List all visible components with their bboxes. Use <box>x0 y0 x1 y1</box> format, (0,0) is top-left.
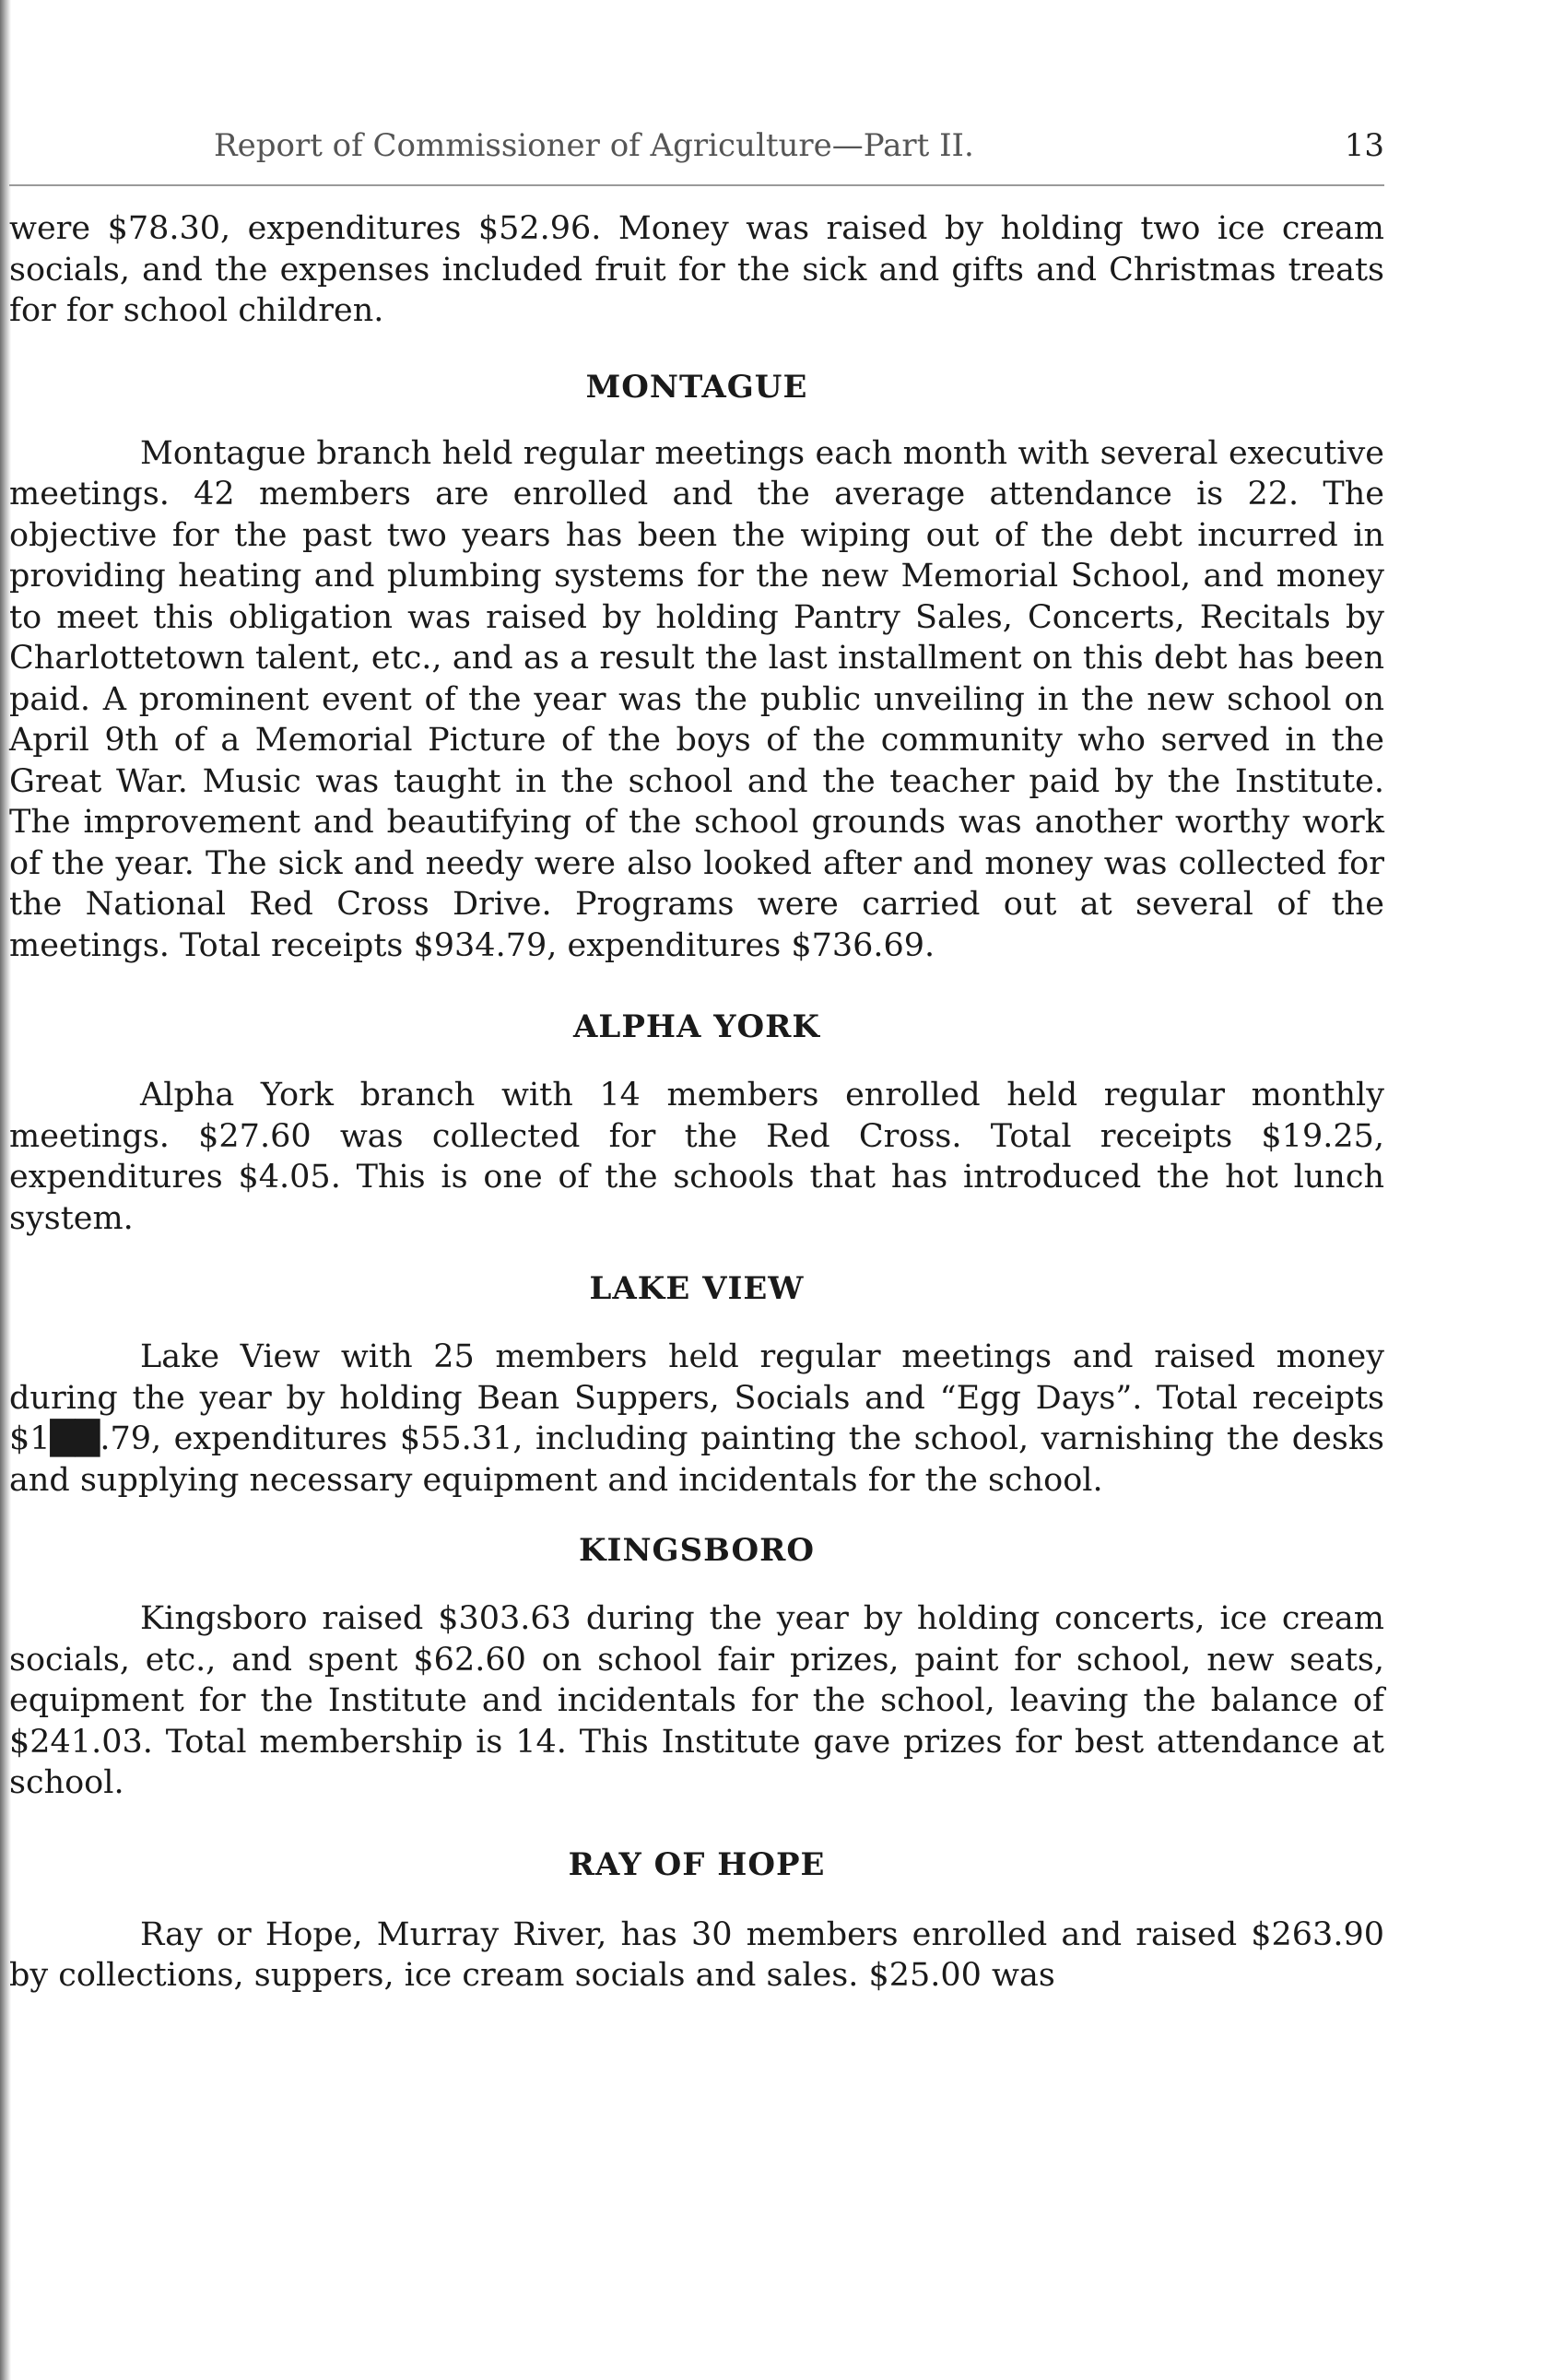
section-body-kingsboro: Kingsboro raised $303.63 during the year by holding concerts, ice cream socials, etc., and spent $62.60 on school fair prizes, paint for school, new seats, equipment for the Institute and incidentals for the school, leaving the balance of $241.03. Total membership is 14. This Institute gave prizes for best attendance at school. <box>9 1600 1384 1801</box>
section-body-montague: Montague branch held regular meetings each month with several executive meetings. 42 members are enrolled and the average attendance is 22. The objective for the past two years has been the wiping out of the debt incurred in providing heating and plumbing systems for the new Memorial School, and money to meet this obligation was raised by holding Pantry Sales, Concerts, Recitals by Charlottetown talent, etc., and as a result the last installment on this debt has been paid. A prominent event of the year was the public unveiling in the new school on April 9th of a Memorial Picture of the boys of the community who served in the Great War. Music was taught in the school and the teacher paid by the Institute. The improvement and beautifying of the school grounds was another worthy work of the year. The sick and needy were also looked after and money was collected for the National Red Cross Drive. Programs were carried out at several of the meetings. Total receipts $934.79, expenditures $736.69. <box>9 434 1384 964</box>
section-body-ray-of-hope: Ray or Hope, Murray River, has 30 members enrolled and raised $263.90 by collections, suppers, ice cream socials and sales. $25.00 was <box>9 1915 1384 1994</box>
page-number: 13 <box>1344 127 1384 164</box>
section-title-montague: MONTAGUE <box>585 368 808 406</box>
section-body-lake-view: Lake View with 25 members held regular meetings and raised money during the year by holding Bean Suppers, Socials and “Egg Days”. Total receipts $1██.79, expenditures $55.31, including painting the school, varnishing the desks and supplying necessary equipment and incidentals for the school. <box>9 1338 1384 1499</box>
running-title: Report of Commissioner of Agriculture—Part II. <box>214 127 974 164</box>
section-title-kingsboro: KINGSBORO <box>579 1532 815 1569</box>
continuation-paragraph: were $78.30, expenditures $52.96. Money was raised by holding two ice cream socials, and the expenses included fruit for the sick and gifts and Christmas treats for for school children. <box>9 210 1384 329</box>
header-rule <box>9 184 1384 186</box>
running-header <box>9 127 1384 181</box>
document-page <box>9 127 1384 1997</box>
section-body-alpha-york: Alpha York branch with 14 members enrolled held regular monthly meetings. $27.60 was collected for the Red Cross. Total receipts $19.25, expenditures $4.05. This is one of the schools that has introduced the hot lunch system. <box>9 1077 1384 1237</box>
section-title-ray-of-hope: RAY OF HOPE <box>568 1845 826 1883</box>
section-title-alpha-york: ALPHA YORK <box>573 1008 820 1045</box>
section-title-lake-view: LAKE VIEW <box>589 1270 805 1307</box>
